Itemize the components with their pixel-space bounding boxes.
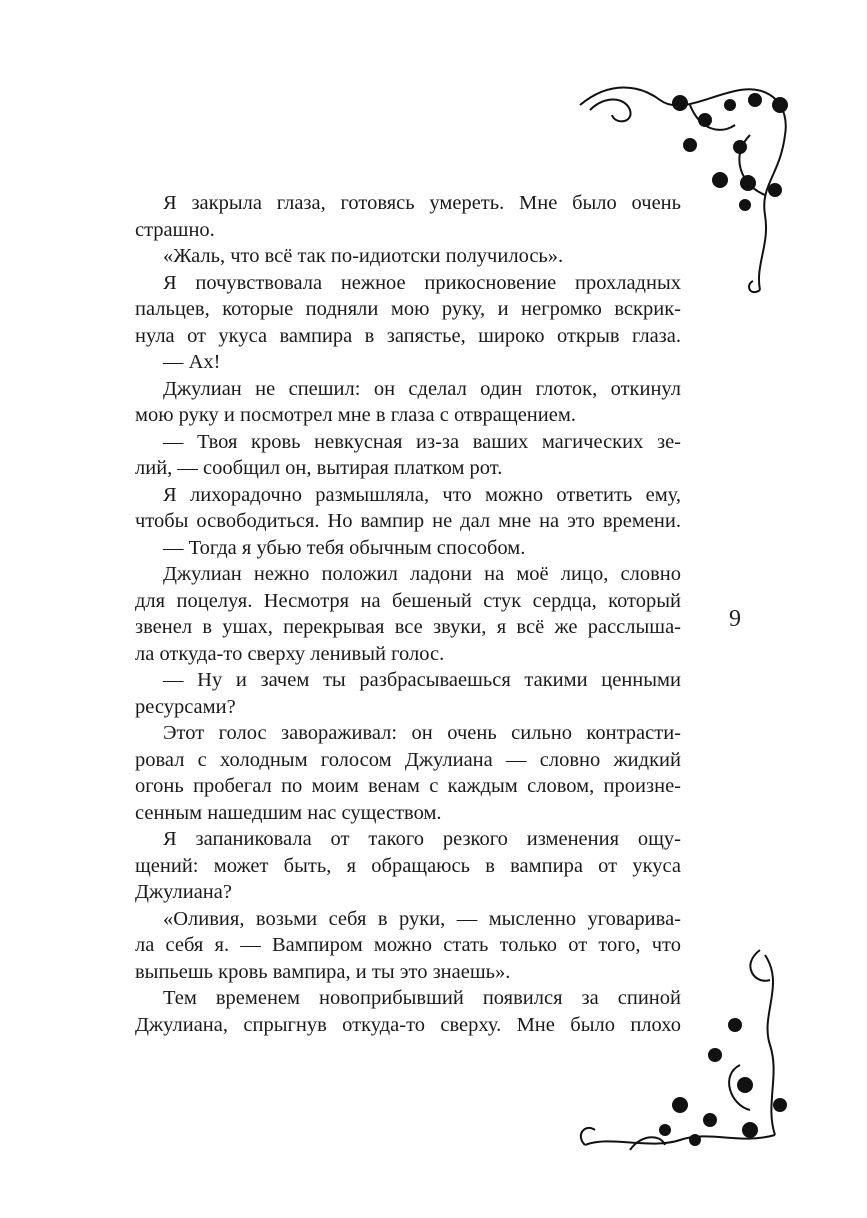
text-line: — Ну и зачем ты разбрасываешься такими ценными [163,669,681,691]
text-line: Я закрыла глаза, готовясь умереть. Мне было очень [163,192,681,214]
text-line: — Ах! [163,351,221,373]
text-line: — Твоя кровь невкусная из-за ваших магических зе- [163,430,681,453]
text-line: Тем временем новоприбывший появился за спиной [163,987,681,1009]
text-line: ровал с холодным голосом Джулиана — словно жидкий [135,748,681,771]
text-line: «Жаль, что всё так по-идиотски получилось». [163,245,564,267]
text-line: сенным нашедшим нас существом. [135,801,442,824]
text-line: огонь пробегал по моим венам с каждым словом, произне- [135,775,681,797]
text-line: страшно. [135,218,215,241]
text-line: ресурсами? [135,695,236,718]
text-line: звенел в ушах, перекрывая все звуки, я всё же расслыша- [135,616,681,638]
text-line: Я почувствовала нежное прикосновение прохладных [163,271,681,294]
text-line: чтобы освободиться. Но вампир не дал мне на это времени. [135,510,681,532]
text-line: Я лихорадочно размышляла, что можно ответить ему, [163,483,681,506]
floral-corner-ornament-bottom [570,945,820,1165]
text-line: «Оливия, возьми себя в руки, — мысленно уговарива- [163,907,681,930]
text-line: ла себя я. — Вампиром можно стать только от того, что [135,934,681,956]
text-line: Я запаниковала от такого резкого изменения ощу- [163,828,681,850]
text-line: мою руку и посмотрел мне в глаза с отвращением. [135,404,576,426]
text-line: Джулиан нежно положил ладони на моё лицо, словно [163,563,681,585]
text-line: Этот голос завораживал: он очень сильно контрасти- [163,722,681,744]
text-line: — Тогда я убью тебя обычным способом. [163,536,526,559]
text-line: нула от укуса вампира в запястье, широко открыв глаза. [135,324,681,347]
text-line: пальцев, которые подняли мою руку, и негромко вскрик- [135,298,681,320]
text-line: ла откуда-то сверху ленивый голос. [135,642,445,665]
text-line: для поцелуя. Несмотря на бешеный стук сердца, который [135,589,681,612]
text-line: Джулиана? [135,881,232,903]
body-text [135,190,681,1038]
page-number: 9 [729,606,741,632]
text-line: выпьешь кровь вампира, и ты это знаешь». [135,960,511,983]
text-line: Джулиан не спешил: он сделал один глоток, откинул [163,377,681,400]
text-line: лий, — сообщил он, вытирая платком рот. [135,457,503,479]
text-line: Джулиана, спрыгнув откуда-то сверху. Мне было плохо [135,1013,681,1036]
text-line: щений: может быть, я обращаюсь в вампира от укуса [135,854,681,877]
